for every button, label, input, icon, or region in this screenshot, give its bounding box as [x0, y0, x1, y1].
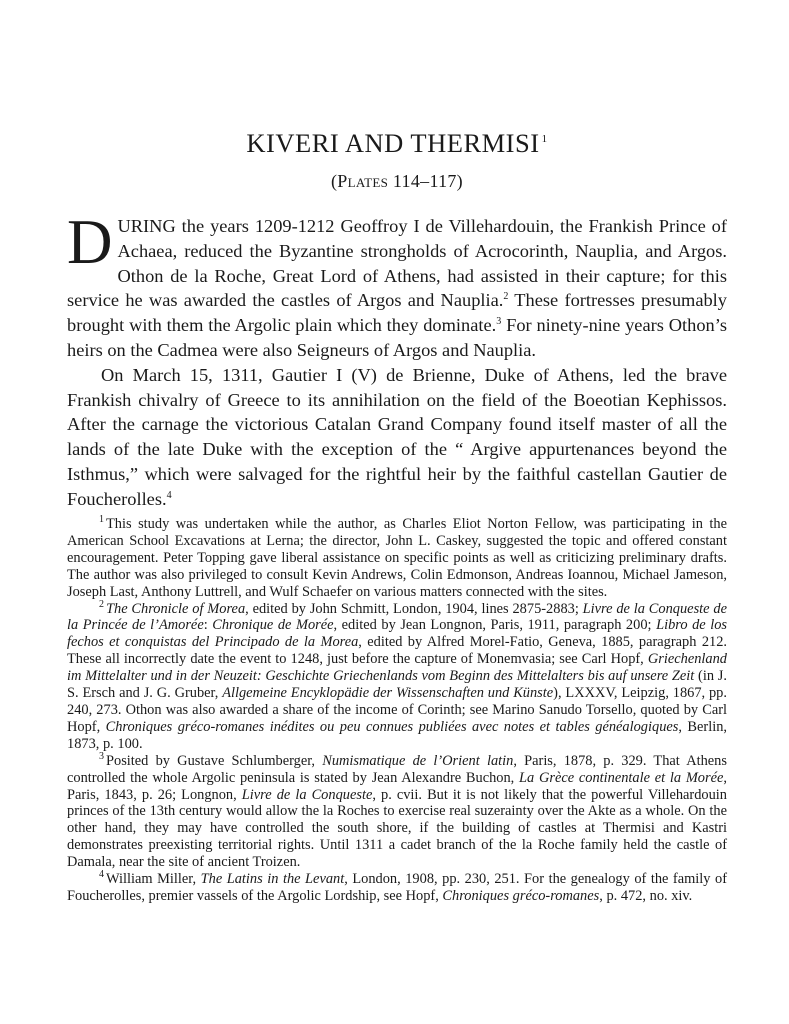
citation-title: The Chronicle of Morea: [106, 600, 246, 617]
footnote-3-text: , p. cvii. But it is not likely that the powerful Villehardouin princes of the 13th century would allow the la Roches to exercise real suzerainty over the Akte as a whole. On the other hand, they may have controlled the south shore, if the building of castles at Thermisi and Kastri demonstrates preexisting territorial rights. Until 1311 a cadet branch of the la Roche family held the castle of Damala, near the site of ancient Troizen.: [67, 786, 727, 871]
drop-cap: D: [67, 207, 113, 277]
citation-title: Numismatique de l’Orient latin: [322, 752, 514, 769]
paragraph-2: [67, 363, 727, 512]
citation-title: Griechenland im Mittelalter und in der Neuzeit: Geschichte Griechenlands vom Beginn des Mittelalters bis auf unsere Zeit: [67, 651, 727, 685]
footnote-3-text: Posited by Gustave Schlumberger,: [106, 752, 323, 769]
footnote-ref-2[interactable]: 2: [503, 291, 509, 303]
plates-subtitle: (Plates 114–117): [331, 171, 463, 191]
footnote-2-text: , edited by John Schmitt, London, 1904, lines 2875-2883;: [245, 600, 583, 617]
footnote-2-text: , edited by Jean Longnon, Paris, 1911, paragraph 200;: [333, 617, 657, 634]
footnote-number: 4: [99, 869, 104, 881]
title-footnote-ref[interactable]: 1: [541, 133, 548, 146]
citation-title: Allgemeine Encyklopädie der Wissenschaften und Künste: [222, 685, 554, 702]
footnote-2-text: :: [203, 617, 213, 634]
footnote-2-text: , edited by Alfred Morel-Fatio, Geneva, 1885, paragraph 212. These all incorrectly date the event to 1248, just before the capture of Monemvasia; see Carl Hopf,: [67, 634, 727, 668]
footnote-2: [67, 598, 727, 753]
footnote-4-text: , p. 472, no. xiv.: [599, 887, 693, 904]
citation-title: La Grèce continentale et la Morée: [519, 769, 724, 786]
footnote-3-text: , Paris, 1878, p. 329. That Athens controlled the whole Argolic peninsula is stated by Jean Alexandre Buchon,: [67, 752, 727, 786]
footnote-2-text: ), LXXXV, Leipzig, 1867, pp. 240, 273. Othon was also awarded a share of the income of Corinth; see Marino Sanudo Torsello, quoted by Carl Hopf,: [67, 685, 727, 735]
citation-title: Chroniques gréco-romanes: [442, 887, 600, 904]
paragraph-1-sentence-2: These fortresses presumably brought with them the Argolic plain which they dominate.: [67, 290, 727, 336]
paragraph-1: [67, 207, 727, 363]
paragraph-2-text: On March 15, 1311, Gautier I (V) de Brienne, Duke of Athens, led the brave Frankish chivalry of Greece to its annihilation on the field of the Boeotian Kephissos. After the carnage the victorious Catalan Grand Company found itself master of all the lands of the late Duke with the exception of the “ Argive appurtenances beyond the Isthmus,” which were salvaged for the rightful heir by the faithful castellan Gautier de Foucherolles.: [67, 364, 727, 509]
paragraph-1-sentence-3: For ninety-nine years Othon’s heirs on the Cadmea were also Seigneurs of Argos and Nauplia.: [67, 315, 727, 360]
citation-title: Chroniques gréco-romanes inédites ou peu connues publiées avec notes et tables généalogiques: [105, 718, 679, 735]
footnote-number: 3: [99, 750, 104, 762]
citation-title: Livre de la Conqueste: [241, 786, 373, 803]
footnote-3: [67, 750, 727, 871]
footnote-2-text: (in J. S. Ersch and J. G. Gruber,: [67, 668, 727, 702]
citation-title: The Latins in the Levant: [200, 871, 345, 888]
citation-title: Libro de los fechos et conquistas del Principado de la Morea: [67, 617, 727, 651]
footnote-number: 2: [99, 598, 104, 610]
page-title: [67, 128, 727, 159]
footnote-number: 1: [99, 514, 104, 526]
footnotes: [67, 516, 727, 905]
footnote-4: [67, 871, 727, 905]
main-text: [67, 207, 727, 512]
footnote-1-text: This study was undertaken while the author, as Charles Eliot Norton Fellow, was participating in the American School Excavations at Lerna; the director, John L. Caskey, suggested the topic and offered constant encouragement. Peter Topping gave liberal assistance on specific points as well as criticizing preliminary drafts. The author was also privileged to consult Kevin Andrews, Colin Edmonson, Andreas Ioannou, Michael Jameson, Joseph Last, Anthony Luttrell, and Wulf Schaefer on various matters connected with the sites.: [67, 516, 727, 600]
footnote-ref-4[interactable]: 4: [166, 489, 172, 501]
citation-title: Livre de la Conqueste de la Princée de l’Amorée: [67, 600, 727, 634]
footnote-4-text: William Miller,: [106, 871, 201, 888]
footnote-4-text: , London, 1908, pp. 230, 251. For the genealogy of the family of Foucherolles, premier vassels of the Argolic Lordship, see Hopf,: [67, 871, 728, 904]
title-text: KIVERI AND THERMISI: [246, 128, 540, 158]
footnote-1: [67, 516, 727, 601]
footnote-2-text: , Berlin, 1873, p. 100.: [67, 718, 727, 752]
footnote-ref-3[interactable]: 3: [496, 316, 502, 328]
paragraph-1-sentence-1: URING the years 1209-1212 Geoffroy I de Villehardouin, the Frankish Prince of Achaea, reduced the Byzantine strongholds of Acrocorinth, Nauplia, and Argos. Othon de la Roche, Great Lord of Athens, had assisted in their capture; for this service he was awarded the castles of Argos and Nauplia.: [67, 216, 727, 311]
footnote-3-text: , Paris, 1843, p. 26; Longnon,: [67, 769, 727, 803]
citation-title: Chronique de Morée: [212, 617, 334, 634]
